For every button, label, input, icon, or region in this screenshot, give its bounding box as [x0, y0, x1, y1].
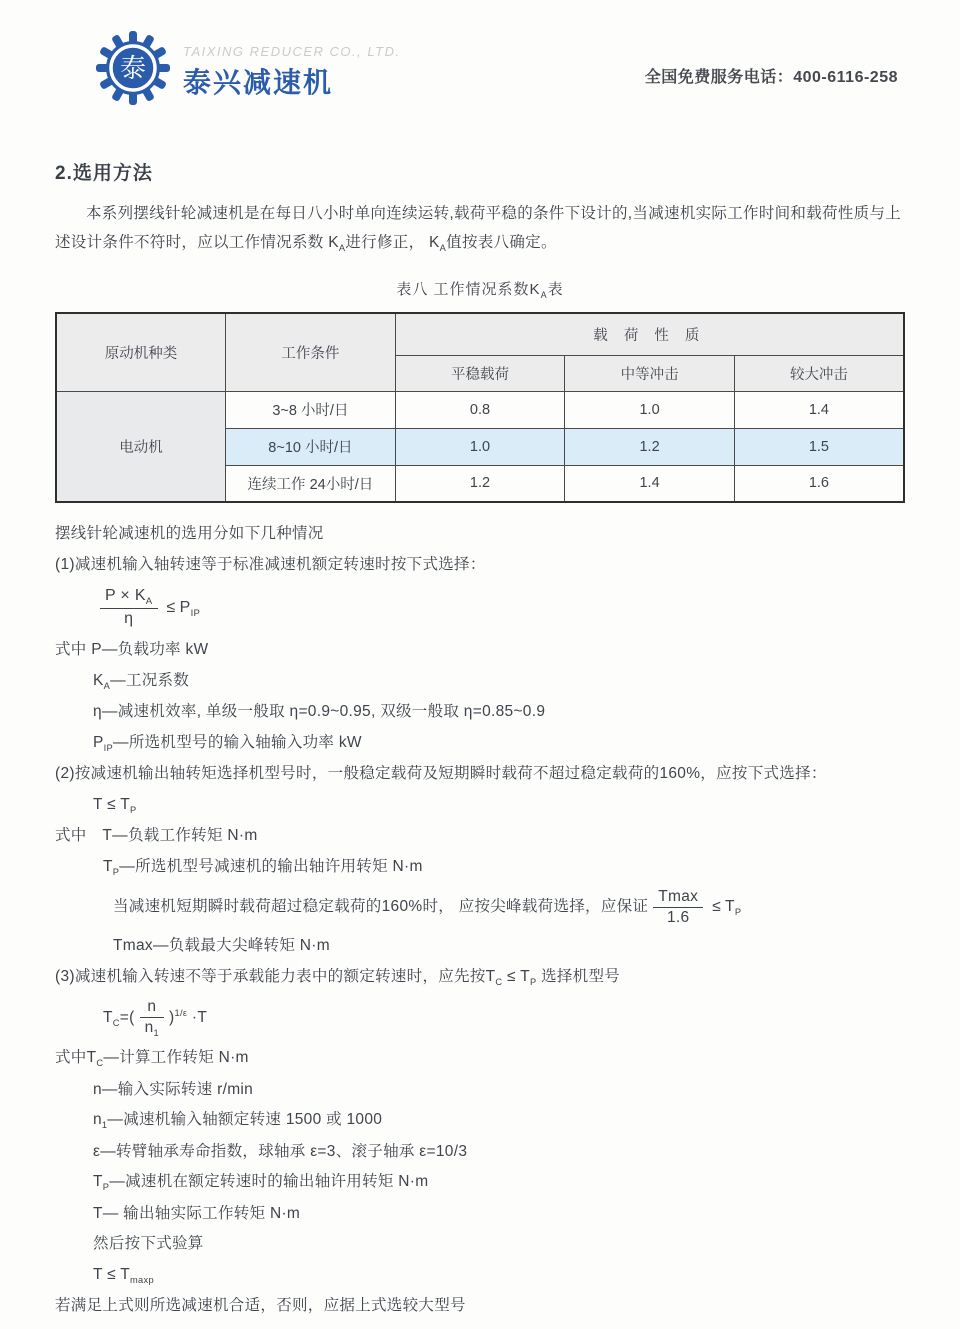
- text-line: 摆线针轮减速机的选用分如下几种情况: [55, 525, 324, 543]
- company-name-en: TAIXING REDUCER CO., LTD.: [183, 43, 401, 59]
- formula-pre-text: 当减速机短期瞬时载荷超过稳定载荷的160%时， 应按尖峰载荷选择，应保证: [113, 898, 649, 916]
- col-header-work-condition: 工作条件: [226, 313, 396, 391]
- col-header-load-nature: 载 荷 性 质: [395, 313, 904, 355]
- company-name-cn: 泰兴减速机: [183, 66, 334, 98]
- section-title: 2.选用方法: [55, 163, 153, 184]
- text-line: 式中 T—负载工作转矩 N·m: [55, 827, 258, 845]
- formula-power-selection: [95, 586, 905, 629]
- text-line: ε—转臂轴承寿命指数，球轴承 ε=3、滚子轴承 ε=10/3: [93, 1142, 468, 1160]
- text-line: $T \le T_P$: [93, 795, 137, 815]
- service-phone: 全国免费服务电话：400-6116-258: [644, 69, 898, 86]
- value-cell: 1.4: [734, 391, 904, 428]
- gear-logo-icon: [95, 30, 171, 106]
- exponent: 1/ε: [174, 1008, 188, 1019]
- text-line: T— 输出轴实际工作转矩 N·m: [93, 1204, 301, 1222]
- text-line: $T_P—$所选机型号减速机的输出轴许用转矩 N·m: [103, 857, 423, 877]
- table-caption: 表八 工作情况系数$K_A$表: [396, 281, 564, 301]
- text-line: (3)减速机输入转速不等于承载能力表中的额定转速时，应先按$T_C \le T_P$ 选择机型号: [55, 967, 621, 987]
- value-cell: 1.4: [565, 465, 735, 502]
- value-cell: 0.8: [395, 391, 565, 428]
- paren-close: ): [169, 1009, 175, 1027]
- formula-rhs: $P_{IP}$: [179, 598, 201, 620]
- condition-cell: 连续工作 24小时/日: [226, 465, 396, 502]
- text-line: n—输入实际转速 r/min: [93, 1080, 254, 1098]
- condition-cell: 8~10 小时/日: [226, 428, 396, 465]
- col-header-medium-shock: 中等冲击: [565, 355, 735, 391]
- text-line: (1)减速机输入轴转速等于标准减速机额定转速时按下式选择：: [55, 555, 486, 573]
- text-line: $P_{IP}—$所选机型号的输入轴输入功率 kW: [93, 733, 362, 753]
- text-line: (2)按减速机输出轴转矩选择机型号时，一般稳定载荷及短期瞬时载荷不超过稳定载荷的160%，应按下式选择：: [55, 765, 827, 783]
- fraction: $\frac{Tmax}{1.6}$: [653, 887, 703, 927]
- col-header-heavy-shock: 较大冲击: [734, 355, 904, 391]
- text-line: $T_P—$减速机在额定转速时的输出轴许用转矩 N·m: [93, 1173, 429, 1193]
- value-cell: 1.0: [395, 428, 565, 465]
- logo-text: [183, 36, 401, 101]
- value-cell: 1.2: [565, 428, 735, 465]
- formula-lhs: $T_C=$(: [103, 1009, 135, 1029]
- text-line: 式中$T_C—$计算工作转矩 N·m: [55, 1049, 249, 1069]
- relation-symbol: ≤: [712, 898, 722, 916]
- fraction: $\frac{P \times K_A}{\eta}$: [100, 586, 158, 629]
- document-body: [0, 158, 960, 1318]
- col-header-steady-load: 平稳载荷: [395, 355, 565, 391]
- condition-cell: 3~8 小时/日: [226, 391, 396, 428]
- value-cell: 1.2: [395, 465, 565, 502]
- formula-tail: ·T: [187, 1009, 208, 1027]
- text-line: $n_1—$减速机输入轴额定转速 1500 或 1000: [93, 1111, 383, 1131]
- table-row: [56, 391, 904, 428]
- value-cell: 1.5: [734, 428, 904, 465]
- text-line: $T \le T_{maxp}$: [93, 1265, 154, 1285]
- motor-group-label: 电动机: [56, 391, 226, 502]
- value-cell: 1.0: [565, 391, 735, 428]
- text-line: 若满足上式则所选减速机合适，否则，应据上式选较大型号: [55, 1297, 466, 1315]
- text-line: Tmax—负载最大尖峰转矩 N·m: [113, 937, 330, 955]
- company-logo: [95, 30, 401, 106]
- selection-instructions: [55, 523, 905, 1318]
- relation-symbol: ≤: [166, 598, 176, 616]
- intro-paragraph: 本系列摆线针轮减速机是在每日八小时单向连续运转,载荷平稳的条件下设计的,当减速机实际工作时间和载荷性质与上述设计条件不符时，应以工作情况系数 $K_A$进行修正， $K_A$值按表八确定。: [55, 205, 902, 254]
- page-header: [0, 0, 960, 106]
- text-line: 式中 P—负载功率 kW: [55, 641, 209, 659]
- text-line: $K_A—$工况系数: [93, 671, 190, 691]
- text-line: 然后按下式验算: [93, 1235, 204, 1253]
- logo-glyph: 泰: [119, 53, 147, 83]
- col-header-prime-mover: 原动机种类: [56, 313, 226, 391]
- text-line: η—减速机效率, 单级一般取 η=0.9~0.95, 双级一般取 η=0.85~0.9: [93, 703, 546, 721]
- value-cell: 1.6: [734, 465, 904, 502]
- fraction: $\frac{n}{n_1}$: [140, 997, 164, 1039]
- formula-rhs: $T_P$: [725, 898, 742, 918]
- formula-torque-conversion: [103, 997, 905, 1039]
- ka-factor-table: [55, 312, 905, 503]
- formula-peak-load-line: [113, 887, 905, 927]
